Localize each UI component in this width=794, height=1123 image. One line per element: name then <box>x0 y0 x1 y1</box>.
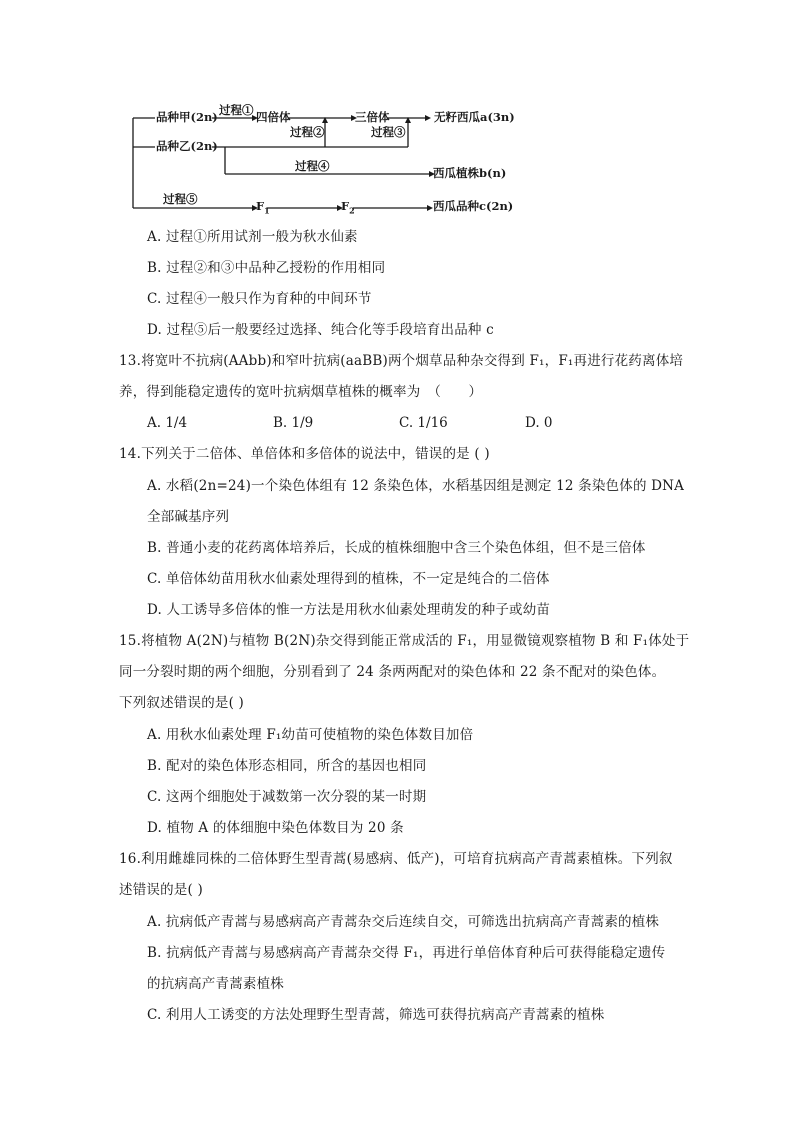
q12-option-c: C. 过程④一般只作为育种的中间环节 <box>147 291 372 307</box>
watermelon-plant-b-label: 西瓜植株b(n) <box>433 166 507 180</box>
q14-option-b: B. 普通小麦的花药离体培养后，长成的植株细胞中含三个染色体组，但不是三倍体 <box>147 540 646 556</box>
q13-stem-line1: 13.将宽叶不抗病(AAbb)和窄叶抗病(aaBB)两个烟草品种杂交得到 F₁，F₁再进行花药离体培 <box>119 353 684 369</box>
q16-option-b-line2: 的抗病高产青蒿素植株 <box>147 976 284 992</box>
q16-stem-line1: 16.利用雌雄同株的二倍体野生型青蒿(易感病、低产)，可培育抗病高产青蒿素植株。下列叙 <box>119 851 673 867</box>
variety-b-label: 品种乙(2n) <box>156 139 218 153</box>
f1-label: $F_1$ <box>256 199 270 216</box>
process-2-label: 过程② <box>290 125 325 139</box>
q15-stem-line1: 15.将植物 A(2N)与植物 B(2N)杂交得到能正常成活的 F₁，用显微镜观察植物 B 和 F₁体处于 <box>119 633 690 649</box>
q16-option-c: C. 利用人工诱变的方法处理野生型青蒿，筛选可获得抗病高产青蒿素的植株 <box>147 1007 605 1023</box>
q14-option-a-line1: A. 水稻(2n=24)一个染色体组有 12 条染色体，水稻基因组是测定 12 条染色体的 DNA <box>147 478 685 494</box>
q15-stem-line3: 下列叙述错误的是( ) <box>119 695 245 711</box>
q15-stem-line2: 同一分裂时期的两个细胞，分别看到了 24 条两两配对的染色体和 22 条不配对的染色体。 <box>119 664 666 680</box>
seedless-watermelon-label: 无籽西瓜a(3n) <box>434 110 515 124</box>
watermelon-variety-c-label: 西瓜品种c(2n) <box>433 199 514 213</box>
q13-option-d: D. 0 <box>525 415 553 431</box>
breeding-flow-diagram <box>125 100 525 215</box>
q14-option-c: C. 单倍体幼苗用秋水仙素处理得到的植株，不一定是纯合的二倍体 <box>147 571 550 587</box>
process-5-label: 过程⑤ <box>163 192 198 206</box>
q13-stem-line2: 养，得到能稳定遗传的宽叶抗病烟草植株的概率为 （ ） <box>119 384 483 400</box>
q14-stem: 14.下列关于二倍体、单倍体和多倍体的说法中，错误的是 ( ) <box>119 446 490 462</box>
q13-option-a: A. 1/4 <box>147 415 188 431</box>
triploid-label: 三倍体 <box>355 110 390 124</box>
q12-option-a: A. 过程①所用试剂一般为秋水仙素 <box>147 229 358 245</box>
q16-option-b-line1: B. 抗病低产青蒿与易感病高产青蒿杂交得 F₁，再进行单倍体育种后可获得能稳定遗传 <box>147 945 666 961</box>
q14-option-d: D. 人工诱导多倍体的惟一方法是用秋水仙素处理萌发的种子或幼苗 <box>147 602 551 618</box>
q15-option-b: B. 配对的染色体形态相同，所含的基因也相同 <box>147 758 427 774</box>
process-4-label: 过程④ <box>295 159 330 173</box>
process-1-label: 过程① <box>219 103 254 117</box>
q12-option-b: B. 过程②和③中品种乙授粉的作用相同 <box>147 260 386 276</box>
q13-option-c: C. 1/16 <box>399 415 448 431</box>
tetraploid-label: 四倍体 <box>256 110 291 124</box>
q14-option-a-line2: 全部碱基序列 <box>147 509 230 525</box>
q16-stem-line2: 述错误的是( ) <box>119 882 203 898</box>
q15-option-d: D. 植物 A 的体细胞中染色体数目为 20 条 <box>147 820 404 836</box>
f2-label: $F_2$ <box>341 199 355 216</box>
q12-option-d: D. 过程⑤后一般要经过选择、纯合化等手段培育出品种 c <box>147 322 494 338</box>
q15-option-a: A. 用秋水仙素处理 F₁幼苗可使植物的染色体数目加倍 <box>147 727 474 743</box>
variety-a-label: 品种甲(2n) <box>156 110 218 124</box>
process-3-label: 过程③ <box>371 125 406 139</box>
q13-option-b: B. 1/9 <box>273 415 314 431</box>
q15-option-c: C. 这两个细胞处于减数第一次分裂的某一时期 <box>147 789 427 805</box>
q16-option-a: A. 抗病低产青蒿与易感病高产青蒿杂交后连续自交，可筛选出抗病高产青蒿素的植株 <box>147 914 660 930</box>
